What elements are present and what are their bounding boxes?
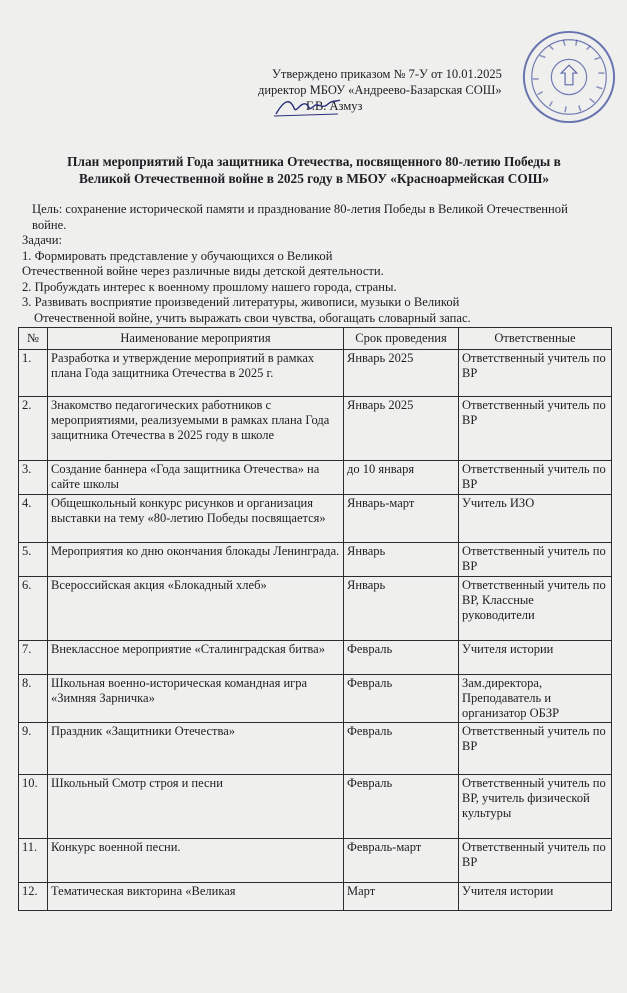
row-resp: Ответственный учитель по ВР: [459, 397, 612, 461]
row-resp: Учителя истории: [459, 883, 612, 911]
row-name: Школьный Смотр строя и песни: [48, 775, 344, 839]
table-row: [19, 641, 612, 675]
row-num: 4.: [19, 495, 48, 543]
row-num: 3.: [19, 461, 48, 495]
header-num: №: [19, 328, 48, 350]
row-num: 12.: [19, 883, 48, 911]
row-term: Январь: [344, 543, 459, 577]
row-term: Март: [344, 883, 459, 911]
row-num: 1.: [19, 350, 48, 397]
table-row: [19, 543, 612, 577]
row-num: 6.: [19, 577, 48, 641]
row-name: Знакомство педагогических работников с мероприятиями, реализуемыми в рамках плана Года защитника Отечества в 2025 году в школе: [48, 397, 344, 461]
events-table: [18, 327, 612, 911]
task-2: 2. Пробуждать интерес к военному прошлому нашего города, страны.: [22, 279, 397, 294]
row-name: Общешкольный конкурс рисунков и организация выставки на тему «80-летию Победы посвящается»: [48, 495, 344, 543]
row-name: Конкурс военной песни.: [48, 839, 344, 883]
table-row: [19, 883, 612, 911]
table-header-row: [19, 328, 612, 350]
row-num: 10.: [19, 775, 48, 839]
row-name: Создание баннера «Года защитника Отечества» на сайте школы: [48, 461, 344, 495]
goal-text: Цель: сохранение исторической памяти и празднование 80-летия Победы в Великой Отечественной войне.: [32, 202, 568, 232]
row-resp: Ответственный учитель по ВР, учитель физической культуры: [459, 775, 612, 839]
table-row: [19, 577, 612, 641]
row-resp: Учителя истории: [459, 641, 612, 675]
approval-director-line: директор МБОУ «Андреево-Базарская СОШ»: [258, 83, 502, 97]
tasks-label: Задачи:: [22, 233, 62, 247]
row-num: 11.: [19, 839, 48, 883]
signature-image: [272, 94, 342, 120]
approval-signer-name: Г.В. Азмуз: [306, 99, 363, 113]
table-row: [19, 675, 612, 723]
header-term: Срок проведения: [344, 328, 459, 350]
title-line-1: План мероприятий Года защитника Отечества, посвященного 80-летию Победы в: [67, 154, 561, 169]
row-name: Школьная военно-историческая командная игра «Зимняя Зарничка»: [48, 675, 344, 723]
title-line-2: Великой Отечественной войне в 2025 году в МБОУ «Красноармейская СОШ»: [78, 171, 550, 186]
row-num: 8.: [19, 675, 48, 723]
row-name: Праздник «Защитники Отечества»: [48, 723, 344, 775]
table-row: [19, 397, 612, 461]
row-term: Февраль: [344, 641, 459, 675]
row-name: Мероприятия ко дню окончания блокады Ленинграда.: [48, 543, 344, 577]
row-name: Внеклассное мероприятие «Сталинградская битва»: [48, 641, 344, 675]
row-term: Январь: [344, 577, 459, 641]
row-name: Разработка и утверждение мероприятий в рамках плана Года защитника Отечества в 2025 г.: [48, 350, 344, 397]
table-row: [19, 350, 612, 397]
row-term: Февраль-март: [344, 839, 459, 883]
row-term: до 10 января: [344, 461, 459, 495]
row-resp: Ответственный учитель по ВР, Классные руководители: [459, 577, 612, 641]
row-term: Февраль: [344, 775, 459, 839]
table-row: [19, 723, 612, 775]
row-term: Январь 2025: [344, 397, 459, 461]
row-resp: Ответственный учитель по ВР: [459, 461, 612, 495]
row-resp: Ответственный учитель по ВР: [459, 543, 612, 577]
row-term: Январь 2025: [344, 350, 459, 397]
row-term: Январь-март: [344, 495, 459, 543]
task-3a: 3. Развивать восприятие произведений литературы, живописи, музыки о Великой: [22, 295, 460, 309]
row-resp: Учитель ИЗО: [459, 495, 612, 543]
row-resp: Ответственный учитель по ВР: [459, 350, 612, 397]
row-num: 2.: [19, 397, 48, 461]
header-resp: Ответственные: [459, 328, 612, 350]
row-term: Февраль: [344, 675, 459, 723]
table-row: [19, 495, 612, 543]
approval-order-line: Утверждено приказом № 7-У от 10.01.2025: [272, 67, 502, 81]
row-name: Всероссийская акция «Блокадный хлеб»: [48, 577, 344, 641]
table-row: [19, 461, 612, 495]
goals-section: [22, 202, 582, 326]
row-num: 5.: [19, 543, 48, 577]
document-title: [20, 153, 608, 187]
row-num: 9.: [19, 723, 48, 775]
header-name: Наименование мероприятия: [48, 328, 344, 350]
row-term: Февраль: [344, 723, 459, 775]
row-num: 7.: [19, 641, 48, 675]
row-name: Тематическая викторина «Великая: [48, 883, 344, 911]
table-row: [19, 839, 612, 883]
row-resp: Ответственный учитель по ВР: [459, 723, 612, 775]
task-1a: 1. Формировать представление у обучающихся о Великой: [22, 248, 333, 263]
school-seal-stamp: [520, 28, 618, 126]
row-resp: Зам.директора, Преподаватель и организатор ОБЗР: [459, 675, 612, 723]
table-row: [19, 775, 612, 839]
row-resp: Ответственный учитель по ВР: [459, 839, 612, 883]
task-1b: Отечественной войне через различные виды детской деятельности.: [22, 264, 384, 278]
task-3b: Отечественной войне, учить выражать свои чувства, обогащать словарный запас.: [34, 310, 471, 325]
